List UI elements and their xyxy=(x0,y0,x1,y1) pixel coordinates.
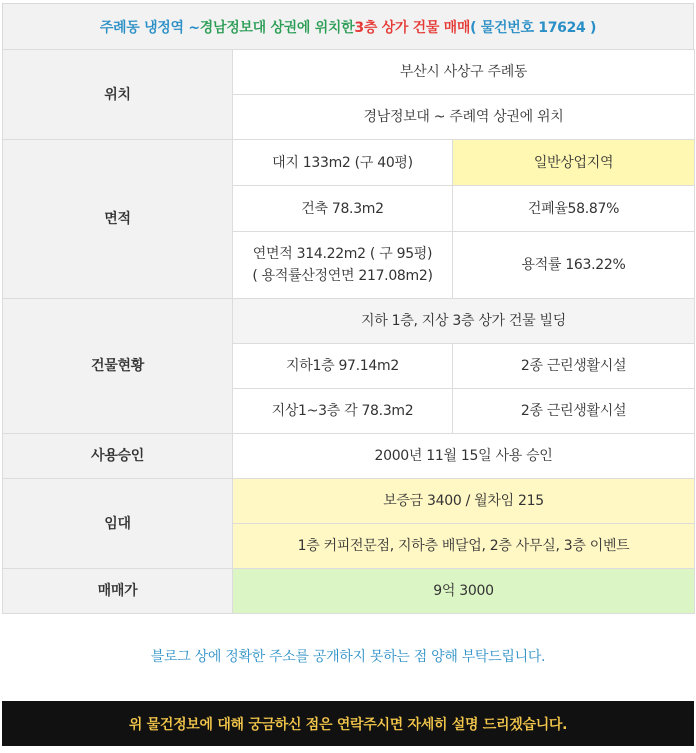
table-row xyxy=(3,479,695,524)
basement-area-cell: 지하1층 97.14m2 xyxy=(233,344,453,389)
floor-area-line: 연면적 314.22m2 ( 구 95평) xyxy=(252,246,433,262)
zoning-cell: 일반상업지역 xyxy=(453,140,695,186)
deposit-rent-cell: 보증금 3400 / 월차임 215 xyxy=(233,479,695,524)
table-row xyxy=(3,140,695,186)
title-location-part: 주례동 냉정역 ~ xyxy=(99,19,200,36)
approval-label: 사용승인 xyxy=(3,434,233,479)
approval-date-cell: 2000년 11월 15일 사용 승인 xyxy=(233,434,695,479)
location-label: 위치 xyxy=(3,50,233,140)
coverage-ratio-cell: 건폐율58.87% xyxy=(453,186,695,232)
price-label: 매매가 xyxy=(3,569,233,614)
building-summary-cell: 지하 1층, 지상 3층 상가 건물 빌딩 xyxy=(233,299,695,344)
table-row xyxy=(3,569,695,614)
building-status-label: 건물현황 xyxy=(3,299,233,434)
address-disclaimer: 블로그 상에 정확한 주소를 공개하지 못하는 점 양해 부탁드립니다. xyxy=(150,649,546,665)
listing-title xyxy=(2,3,694,50)
address-cell: 부산시 사상구 주례동 xyxy=(233,50,695,95)
table-row xyxy=(3,299,695,344)
upper-floors-use-cell: 2종 근린생활시설 xyxy=(453,389,695,434)
floor-area-cell xyxy=(233,232,453,299)
price-value-cell: 9억 3000 xyxy=(233,569,695,614)
basement-use-cell: 2종 근린생활시설 xyxy=(453,344,695,389)
building-area-cell: 건축 78.3m2 xyxy=(233,186,453,232)
title-listing-number: ( 물건번호 17624 ) xyxy=(470,19,597,36)
property-info-table xyxy=(2,49,695,614)
lease-label: 임대 xyxy=(3,479,233,569)
area-label: 면적 xyxy=(3,140,233,299)
contact-footer: 위 물건정보에 대해 궁금하신 점은 연락주시면 자세히 설명 드리겠습니다. xyxy=(2,701,694,746)
land-area-cell: 대지 133m2 (구 40평) xyxy=(233,140,453,186)
title-area-part: 경남정보대 상권에 위치한 xyxy=(199,19,355,36)
upper-floors-area-cell: 지상1~3층 각 78.3m2 xyxy=(233,389,453,434)
table-row xyxy=(3,50,695,95)
floor-area-calc-line: ( 용적률산정연면 217.08m2) xyxy=(252,268,433,284)
title-building-part: 3층 상가 건물 매매 xyxy=(354,19,471,36)
table-row xyxy=(3,434,695,479)
tenants-cell: 1층 커피전문점, 지하층 배달업, 2층 사무실, 3층 이벤트 xyxy=(233,524,695,569)
floor-area-ratio-cell: 용적률 163.22% xyxy=(453,232,695,299)
location-note-cell: 경남정보대 ~ 주례역 상권에 위치 xyxy=(233,95,695,140)
